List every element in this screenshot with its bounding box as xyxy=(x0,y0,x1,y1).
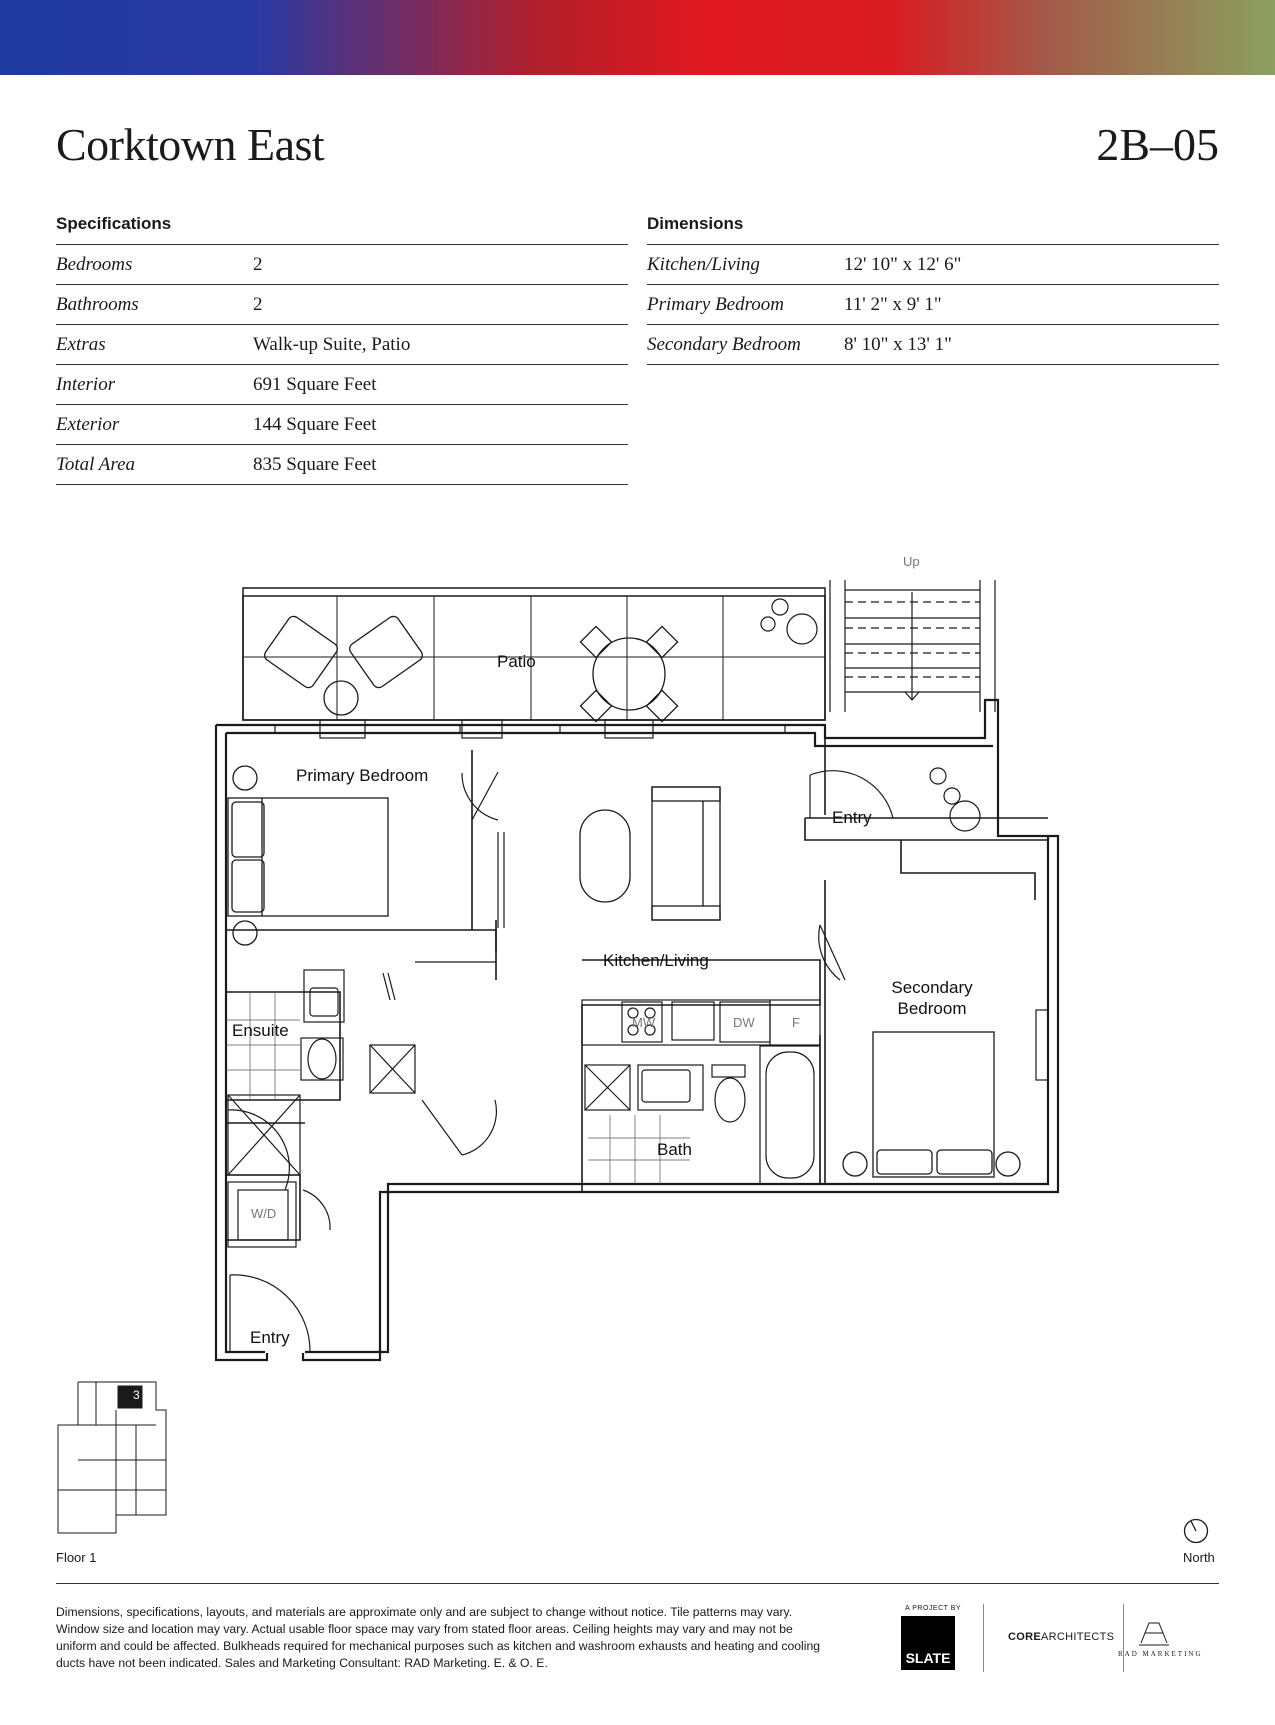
stairs-up-label: Up xyxy=(903,554,920,569)
dim-row xyxy=(647,285,1219,325)
spec-row xyxy=(56,365,628,405)
fixture-label-fridge: F xyxy=(792,1015,800,1030)
dim-row xyxy=(647,245,1219,285)
dim-label: Kitchen/Living xyxy=(647,253,760,275)
room-label-kitchen-living: Kitchen/Living xyxy=(603,951,709,970)
primary-bed xyxy=(228,766,388,945)
logo-divider xyxy=(983,1604,984,1672)
spec-label: Exterior xyxy=(56,413,120,435)
room-label-bath: Bath xyxy=(657,1140,692,1159)
spec-value: 835 Square Feet xyxy=(253,453,377,475)
core-architects-logo xyxy=(1008,1631,1114,1643)
fixture-label-microwave: MW xyxy=(632,1015,656,1030)
dim-label: Secondary Bedroom xyxy=(647,333,801,355)
dim-value: 12' 10" x 12' 6" xyxy=(844,253,962,275)
core-logo-bold: CORE xyxy=(1008,1631,1041,1643)
spec-label: Extras xyxy=(56,333,106,355)
core-logo-rest: ARCHITECTS xyxy=(1040,1631,1115,1643)
specifications-table xyxy=(56,214,628,485)
key-plan xyxy=(56,1380,171,1535)
logo-divider xyxy=(1123,1604,1124,1672)
dimensions-table xyxy=(647,214,1219,365)
north-arrow-icon xyxy=(1183,1518,1209,1544)
living-furniture xyxy=(580,787,720,920)
key-plan-unit-number: 3 xyxy=(133,1388,140,1402)
room-label-entry-top: Entry xyxy=(832,808,872,827)
spec-value: 2 xyxy=(253,293,263,315)
ensuite-tile xyxy=(226,992,300,1100)
header-gradient-bar xyxy=(0,0,1275,75)
floor-plan xyxy=(0,540,1275,1370)
dim-label: Primary Bedroom xyxy=(647,293,785,315)
kitchen-counters xyxy=(582,1000,820,1045)
north-label: North xyxy=(1183,1550,1215,1565)
door-swings xyxy=(228,771,893,1352)
dimensions-heading: Dimensions xyxy=(647,214,1219,245)
fixture-label-dishwasher: DW xyxy=(733,1015,755,1030)
spec-row xyxy=(56,325,628,365)
spec-value: Walk-up Suite, Patio xyxy=(253,333,411,355)
rad-marketing-logo: RAD MARKETING xyxy=(1118,1650,1203,1658)
spec-value: 144 Square Feet xyxy=(253,413,377,435)
project-by-label: A PROJECT BY xyxy=(905,1605,962,1612)
exterior-walls[interactable] xyxy=(216,700,1058,1360)
room-label-secondary-bedroom: Secondary Bedroom xyxy=(891,978,973,1018)
secondary-bed xyxy=(843,1032,1020,1177)
spec-label: Bathrooms xyxy=(56,293,139,315)
specifications-heading: Specifications xyxy=(56,214,628,245)
unit-code: 2B–05 xyxy=(1096,119,1219,170)
slate-logo: SLATE xyxy=(901,1616,955,1670)
spec-row xyxy=(56,245,628,285)
room-label-entry-bottom: Entry xyxy=(250,1328,290,1347)
spec-label: Total Area xyxy=(56,453,136,475)
stairs xyxy=(830,580,995,712)
footer-divider xyxy=(56,1583,1219,1584)
spec-label: Interior xyxy=(56,373,116,395)
spec-label: Bedrooms xyxy=(56,253,133,275)
dim-value: 11' 2" x 9' 1" xyxy=(844,293,942,315)
dim-value: 8' 10" x 13' 1" xyxy=(844,333,952,355)
fixture-label-washer-dryer: W/D xyxy=(251,1206,277,1221)
spec-row xyxy=(56,285,628,325)
spec-value: 2 xyxy=(253,253,263,275)
patio-dining-set xyxy=(580,626,677,721)
ensuite-fixtures xyxy=(228,970,415,1175)
room-label-patio: Patio xyxy=(497,652,536,671)
room-label-primary-bedroom: Primary Bedroom xyxy=(296,766,429,785)
planter-icons xyxy=(761,599,980,831)
dim-row xyxy=(647,325,1219,365)
spec-row xyxy=(56,405,628,445)
floor-label: Floor 1 xyxy=(56,1550,97,1565)
room-label-ensuite: Ensuite xyxy=(232,1021,289,1040)
rad-marketing-logo-icon xyxy=(1137,1617,1171,1647)
patio-lounge-chairs xyxy=(262,614,424,715)
disclaimer-text: Dimensions, specifications, layouts, and materials are approximate only and are subject to change without notice. Tile patterns may vary. Window size and location may vary. Actual usable floor space may vary from stated floor areas. Ceiling heights may vary and may not be uniform and could be affected. Bulkheads required for mechanical purposes such as kitchen and washroom exhausts and heating and cooling ducts have not been indicated. Sales and Marketing Consultant: RAD Marketing. E. & O. E. xyxy=(56,1605,821,1670)
spec-value: 691 Square Feet xyxy=(253,373,377,395)
spec-row xyxy=(56,445,628,485)
primary-closet xyxy=(383,832,504,1000)
project-title: Corktown East xyxy=(56,119,325,170)
bath-fixtures xyxy=(585,1046,820,1184)
